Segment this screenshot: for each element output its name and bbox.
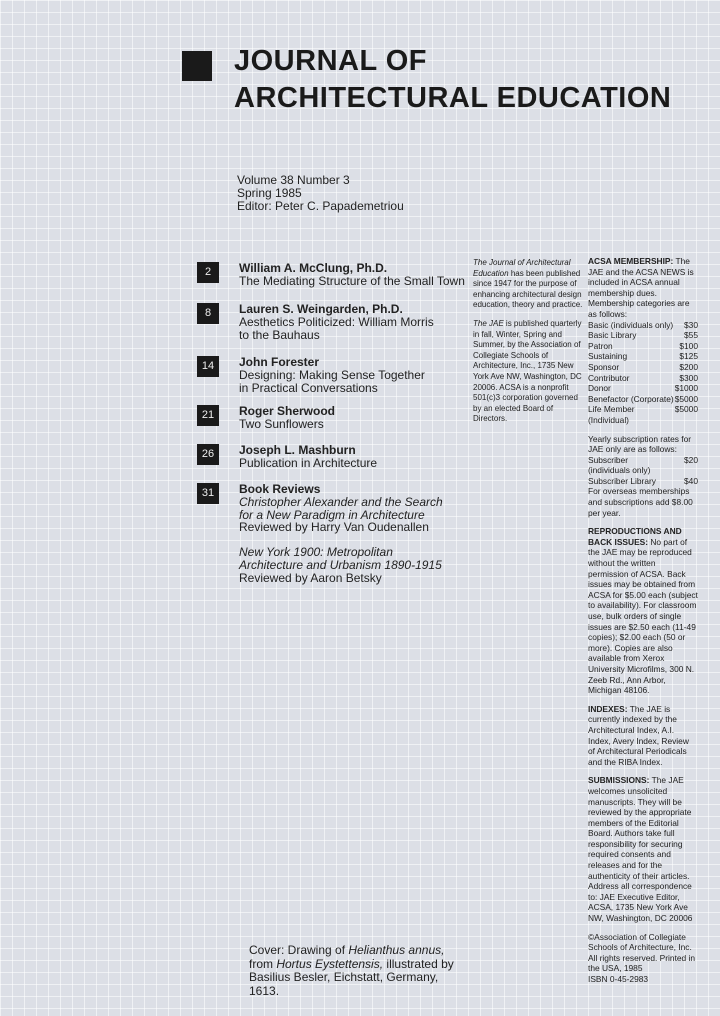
rate-row: Life Member (Individual) $5000 bbox=[588, 404, 698, 425]
article-title: The Mediating Structure of the Small Town bbox=[239, 273, 465, 288]
rate-row: Basic Library $55 bbox=[588, 330, 698, 341]
review-title: Architecture and Urbanism 1890-1915 bbox=[239, 557, 442, 572]
rate-row: Patron $100 bbox=[588, 340, 698, 351]
about-paragraph: The Journal of Architectural Education has been published since 1947 for the purpose of enhancing architectural design education, theory and practice. bbox=[473, 258, 583, 310]
rate-row: Contributor $300 bbox=[588, 372, 698, 383]
article-title: Publication in Architecture bbox=[239, 455, 378, 470]
rate-row: Sustaining $125 bbox=[588, 351, 698, 362]
reproductions-block: REPRODUCTIONS AND BACK ISSUES: No part of the JAE may be reproduced without the written permission of ACSA. Back issues may be obtained from ACSA for $5.00 each (subject to availability). For classroom use, bulk orders of single issues are $2.50 each (11-49 copies); $2.00 each (50 or more). Copies are also available from Xerox University Microfilms, 300 N. Zeeb Rd., Ann Arbor, Michigan 48106. bbox=[588, 526, 698, 696]
rate-row: Basic (individuals only) $30 bbox=[588, 319, 698, 330]
membership-rates bbox=[588, 320, 698, 426]
indexes-block: INDEXES: The JAE is currently indexed by the Architectural Index, A.I. Index, Avery Index, Review of Architectural Periodicals and the RIBA Index. bbox=[588, 703, 689, 767]
article-title: Aesthetics Politicized: William Morris bbox=[239, 314, 434, 329]
issue-season: Spring 1985 bbox=[237, 186, 302, 200]
article-title: Designing: Making Sense Together bbox=[239, 367, 425, 382]
membership-intro: The JAE and the ACSA NEWS is included in ACSA annual membership dues. Membership categories are as follows: bbox=[588, 256, 694, 319]
article-title: to the Bauhaus bbox=[239, 327, 320, 342]
submissions-block: SUBMISSIONS: The JAE welcomes unsolicited manuscripts. They will be reviewed by the appropriate members of the Editorial Board. Authors take full responsibility for securing required consents and releases and for the authenticity of their articles. Address all correspondence to: JAE Executive Editor, ACSA, 1735 New York Ave NW, Washington, DC 20006 bbox=[588, 775, 693, 924]
author-name: Lauren S. Weingarden, Ph.D. bbox=[239, 302, 403, 316]
about-paragraph: The JAE is published quarterly in fall, Winter, Spring and Summer, by the Association of Collegiate Schools of Architecture, Inc., 1735 New York Ave NW, Washington, DC 20006. ACSA is a nonprofit 501(c)3 corporation governed by an elected Board of Directors. bbox=[473, 318, 582, 424]
rate-row: Subscriber Library $40 bbox=[588, 475, 698, 486]
section-heading: Book Reviews bbox=[239, 482, 321, 496]
masthead-line-1: JOURNAL OF bbox=[234, 45, 427, 77]
author-name: William A. McClung, Ph.D. bbox=[239, 261, 388, 275]
page-number: 21 bbox=[197, 405, 219, 426]
overseas-note: For overseas memberships and subscriptions add $8.00 per year. bbox=[588, 486, 693, 518]
article-title: Two Sunflowers bbox=[239, 416, 324, 431]
editor-line: Editor: Peter C. Papademetriou bbox=[237, 199, 404, 213]
reviewer: Reviewed by Aaron Betsky bbox=[239, 570, 382, 585]
author-name: Roger Sherwood bbox=[239, 404, 336, 418]
rate-row: Subscriber $20 bbox=[588, 454, 698, 465]
page-number: 31 bbox=[197, 483, 219, 504]
info-column bbox=[588, 256, 698, 993]
rate-row: Benefactor (Corporate) $5000 bbox=[588, 393, 698, 404]
masthead-square bbox=[182, 51, 212, 81]
author-name: John Forester bbox=[239, 355, 320, 369]
rate-row: Donor $1000 bbox=[588, 383, 698, 394]
membership-heading: ACSA MEMBERSHIP: bbox=[588, 256, 674, 266]
reviewer: Reviewed by Harry Van Oudenallen bbox=[239, 520, 429, 535]
masthead-line-2: ARCHITECTURAL EDUCATION bbox=[234, 82, 672, 114]
page-number: 2 bbox=[197, 262, 219, 283]
page-number: 8 bbox=[197, 303, 219, 324]
volume-number: Volume 38 Number 3 bbox=[237, 173, 350, 187]
about-column bbox=[473, 258, 583, 433]
review-title: Christopher Alexander and the Search bbox=[239, 494, 443, 509]
review-title: New York 1900: Metropolitan bbox=[239, 545, 393, 560]
article-title: in Practical Conversations bbox=[239, 380, 378, 395]
author-name: Joseph L. Mashburn bbox=[239, 443, 356, 457]
rate-row: (individuals only) bbox=[588, 465, 651, 476]
yearly-intro: Yearly subscription rates for JAE only are as follows: bbox=[588, 433, 692, 455]
copyright-block: ©Association of Collegiate Schools of Architecture, Inc. All rights reserved. Printed in the USA, 1985 ISBN 0-45-2983 bbox=[588, 931, 696, 984]
issue-info bbox=[237, 174, 404, 213]
review-title: for a New Paradigm in Architecture bbox=[239, 507, 425, 522]
rate-row: Sponsor $200 bbox=[588, 361, 698, 372]
page-number: 26 bbox=[197, 444, 219, 465]
cover-caption: Cover: Drawing of Helianthus annus, from Hortus Eystettensis, illustrated by Basilius Besler, Eichstatt, Germany, 1613. bbox=[249, 943, 454, 998]
page-number: 14 bbox=[197, 356, 219, 377]
